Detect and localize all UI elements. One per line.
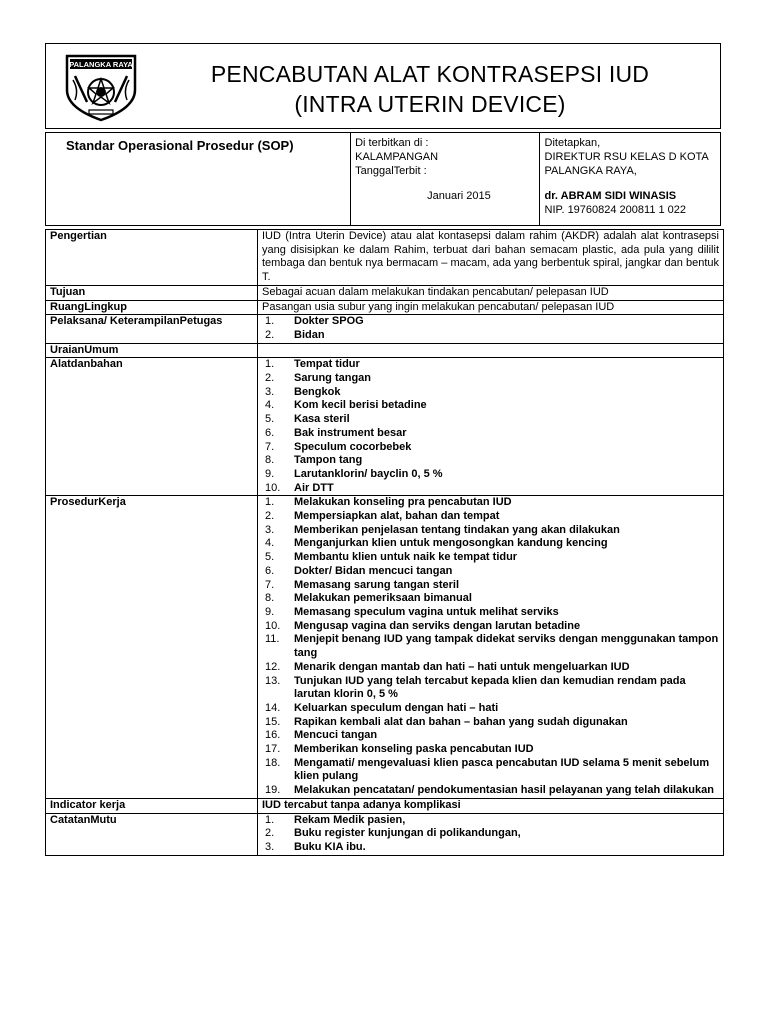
list-item [262, 827, 719, 841]
list-item-text: Rekam Medik pasien, [294, 813, 406, 826]
list-item-text: Melakukan pencatatan/ pendokumentasian hasil pelayanan yang telah dilakukan [294, 784, 714, 797]
list-item-number: 2. [265, 510, 275, 523]
list-item [262, 675, 719, 702]
list-item-number: 5. [265, 551, 275, 564]
list-item-number: 14. [265, 701, 281, 714]
list-item-text: Menarik dengan mantab dan hati – hati untuk mengeluarkan IUD [294, 660, 630, 673]
list-item-number: 17. [265, 743, 281, 756]
list-item-text: Tempat tidur [294, 358, 360, 371]
list-item-text: Kasa steril [294, 413, 350, 426]
list-item-text: Kom kecil berisi betadine [294, 399, 427, 412]
list-item-number: 3. [265, 385, 275, 398]
row-label: Tujuan [46, 285, 258, 300]
issued-at-label: Di terbitkan di : [355, 137, 429, 149]
list-item [262, 441, 719, 455]
list-item-number: 3. [265, 523, 275, 536]
list-item [262, 661, 719, 675]
row-label: RuangLingkup [46, 300, 258, 315]
row-pelaksana [46, 315, 724, 343]
document-header [45, 43, 721, 129]
list-item [262, 784, 719, 798]
list-item [262, 841, 719, 855]
list-item-text: Dokter/ Bidan mencuci tangan [294, 564, 453, 577]
row-indicator [46, 798, 724, 813]
list-item-number: 4. [265, 399, 275, 412]
list-item-text: Bengkok [294, 385, 341, 398]
list-item-text: Menganjurkan klien untuk mengosongkan kandung kencing [294, 537, 608, 550]
title-line-2: (INTRA UTERIN DEVICE) [294, 91, 566, 117]
list-item-text: Mengusap vagina dan serviks dengan larutan betadine [294, 619, 581, 632]
list-item [262, 551, 719, 565]
row-label: Pelaksana/ KeterampilanPetugas [46, 315, 258, 343]
alat-list [262, 358, 719, 495]
list-item-text: Memberikan konseling paska pencabutan IUD [294, 743, 534, 756]
row-label: ProsedurKerja [46, 496, 258, 798]
list-item [262, 620, 719, 634]
row-label: Indicator kerja [46, 798, 258, 813]
list-item-text: Mengamati/ mengevaluasi klien pasca pencabutan IUD selama 5 menit sebelum klien pulang [294, 756, 710, 783]
list-item-number: 5. [265, 413, 275, 426]
row-value: IUD tercabut tanpa adanya komplikasi [258, 798, 724, 813]
list-item [262, 814, 719, 828]
row-prosedur-kerja [46, 496, 724, 798]
list-item [262, 315, 719, 329]
sop-info-row [45, 132, 721, 226]
row-label: Alatdanbahan [46, 358, 258, 496]
list-item-number: 1. [265, 496, 275, 509]
list-item-number: 1. [265, 358, 275, 371]
catatan-list [262, 814, 719, 855]
list-item-number: 16. [265, 729, 281, 742]
list-item-number: 2. [265, 827, 275, 840]
list-item [262, 592, 719, 606]
list-item-number: 6. [265, 564, 275, 577]
list-item [262, 386, 719, 400]
list-item-number: 19. [265, 784, 281, 797]
list-item [262, 729, 719, 743]
row-tujuan [46, 285, 724, 300]
list-item [262, 757, 719, 784]
list-item-text: Keluarkan speculum dengan hati – hati [294, 701, 499, 714]
signer-name: dr. ABRAM SIDI WINASIS [544, 190, 677, 202]
city-emblem-icon [61, 50, 141, 122]
list-item-number: 15. [265, 715, 281, 728]
director-title-2: PALANGKA RAYA, [544, 165, 637, 177]
list-item-number: 1. [265, 315, 275, 328]
list-item-text: Bidan [294, 328, 325, 341]
row-value: IUD (Intra Uterin Device) atau alat kontasepsi dalam rahim (AKDR) adalah alat kontrasepsi yang disisipkan ke dalam Rahim, terbuat dari bahan semacam plastic, ada pula yang dililit tembaga dan bentuk nya bermacam – macam, ada yang berbentuk spiral, jangkar dan bentuk T. [258, 230, 724, 286]
list-item [262, 743, 719, 757]
approval-cell [540, 133, 720, 225]
list-item [262, 454, 719, 468]
list-item [262, 413, 719, 427]
issued-at-value: KALAMPANGAN [355, 151, 439, 163]
list-item-number: 18. [265, 756, 281, 769]
list-item [262, 482, 719, 496]
issue-date-value: Januari 2015 [427, 190, 491, 202]
row-catatan-mutu [46, 813, 724, 855]
list-item-text: Memasang sarung tangan steril [294, 578, 460, 591]
list-item [262, 565, 719, 579]
list-item-number: 11. [265, 633, 280, 646]
list-item-number: 13. [265, 674, 281, 687]
row-value: Sebagai acuan dalam melakukan tindakan pencabutan/ pelepasan IUD [258, 285, 724, 300]
list-item [262, 606, 719, 620]
row-label: UraianUmum [46, 343, 258, 358]
row-uraian-umum [46, 343, 724, 358]
list-item [262, 358, 719, 372]
list-item-number: 12. [265, 660, 281, 673]
sop-table [45, 229, 724, 856]
list-item [262, 427, 719, 441]
list-item-text: Melakukan pemeriksaan bimanual [294, 592, 472, 605]
row-label: CatatanMutu [46, 813, 258, 855]
list-item-text: Tunjukan IUD yang telah tercabut kepada klien dan kemudian rendam pada larutan klorin 0, 5 % [294, 674, 686, 701]
issued-cell [351, 133, 539, 225]
list-item-number: 7. [265, 578, 275, 591]
list-item-text: Melakukan konseling pra pencabutan IUD [294, 496, 512, 509]
row-ruang-lingkup [46, 300, 724, 315]
list-item-number: 4. [265, 537, 275, 550]
list-item [262, 496, 719, 510]
list-item-text: Buku register kunjungan di polikandungan, [294, 827, 521, 840]
list-item-text: Membantu klien untuk naik ke tempat tidur [294, 551, 518, 564]
list-item-number: 2. [265, 328, 275, 341]
row-alat-bahan [46, 358, 724, 496]
list-item-text: Memasang speculum vagina untuk melihat serviks [294, 605, 559, 618]
approval-label: Ditetapkan, [544, 137, 601, 149]
list-item-number: 9. [265, 467, 275, 480]
list-item-text: Dokter SPOG [294, 315, 364, 328]
list-item-text: Larutanklorin/ bayclin 0, 5 % [294, 467, 443, 480]
list-item [262, 579, 719, 593]
list-item-text: Mempersiapkan alat, bahan dan tempat [294, 510, 500, 523]
list-item [262, 372, 719, 386]
list-item [262, 399, 719, 413]
list-item-text: Sarung tangan [294, 372, 372, 385]
row-label: Pengertian [46, 230, 258, 286]
list-item-text: Menjepit benang IUD yang tampak didekat serviks dengan menggunakan tampon tang [294, 633, 719, 660]
document-title [150, 59, 710, 119]
list-item-number: 9. [265, 605, 275, 618]
list-item [262, 702, 719, 716]
list-item-text: Speculum cocorbebek [294, 440, 412, 453]
list-item-text: Memberikan penjelasan tentang tindakan yang akan dilakukan [294, 523, 620, 536]
list-item-text: Bak instrument besar [294, 426, 407, 439]
list-item-number: 1. [265, 813, 275, 826]
list-item-number: 7. [265, 440, 275, 453]
list-item-number: 8. [265, 454, 275, 467]
list-item-number: 6. [265, 426, 275, 439]
list-item-text: Air DTT [294, 481, 334, 494]
list-item-text: Mencuci tangan [294, 729, 378, 742]
sop-document [45, 43, 721, 856]
list-item-number: 3. [265, 840, 275, 853]
row-pengertian [46, 230, 724, 286]
list-item [262, 524, 719, 538]
prosedur-list [262, 496, 719, 797]
list-item-number: 10. [265, 481, 281, 494]
list-item [262, 633, 719, 660]
list-item [262, 716, 719, 730]
list-item-text: Rapikan kembali alat dan bahan – bahan yang sudah digunakan [294, 715, 628, 728]
row-value: Pasangan usia subur yang ingin melakukan pencabutan/ pelepasan IUD [258, 300, 724, 315]
list-item-number: 10. [265, 619, 281, 632]
emblem-text: PALANGKA RAYA [69, 60, 133, 69]
list-item [262, 329, 719, 343]
list-item [262, 537, 719, 551]
list-item-number: 8. [265, 592, 275, 605]
director-title-1: DIREKTUR RSU KELAS D KOTA [544, 151, 709, 163]
list-item [262, 468, 719, 482]
title-line-1: PENCABUTAN ALAT KONTRASEPSI IUD [210, 61, 650, 87]
list-item-number: 2. [265, 372, 275, 385]
pelaksana-list [262, 315, 719, 342]
sop-label: Standar Operasional Prosedur (SOP) [46, 133, 351, 225]
list-item [262, 510, 719, 524]
list-item-text: Tampon tang [294, 454, 363, 467]
signer-nip: NIP. 19760824 200811 1 022 [544, 204, 687, 216]
issue-date-label: TanggalTerbit : [355, 165, 427, 177]
row-value [258, 343, 724, 358]
list-item-text: Buku KIA ibu. [294, 840, 366, 853]
